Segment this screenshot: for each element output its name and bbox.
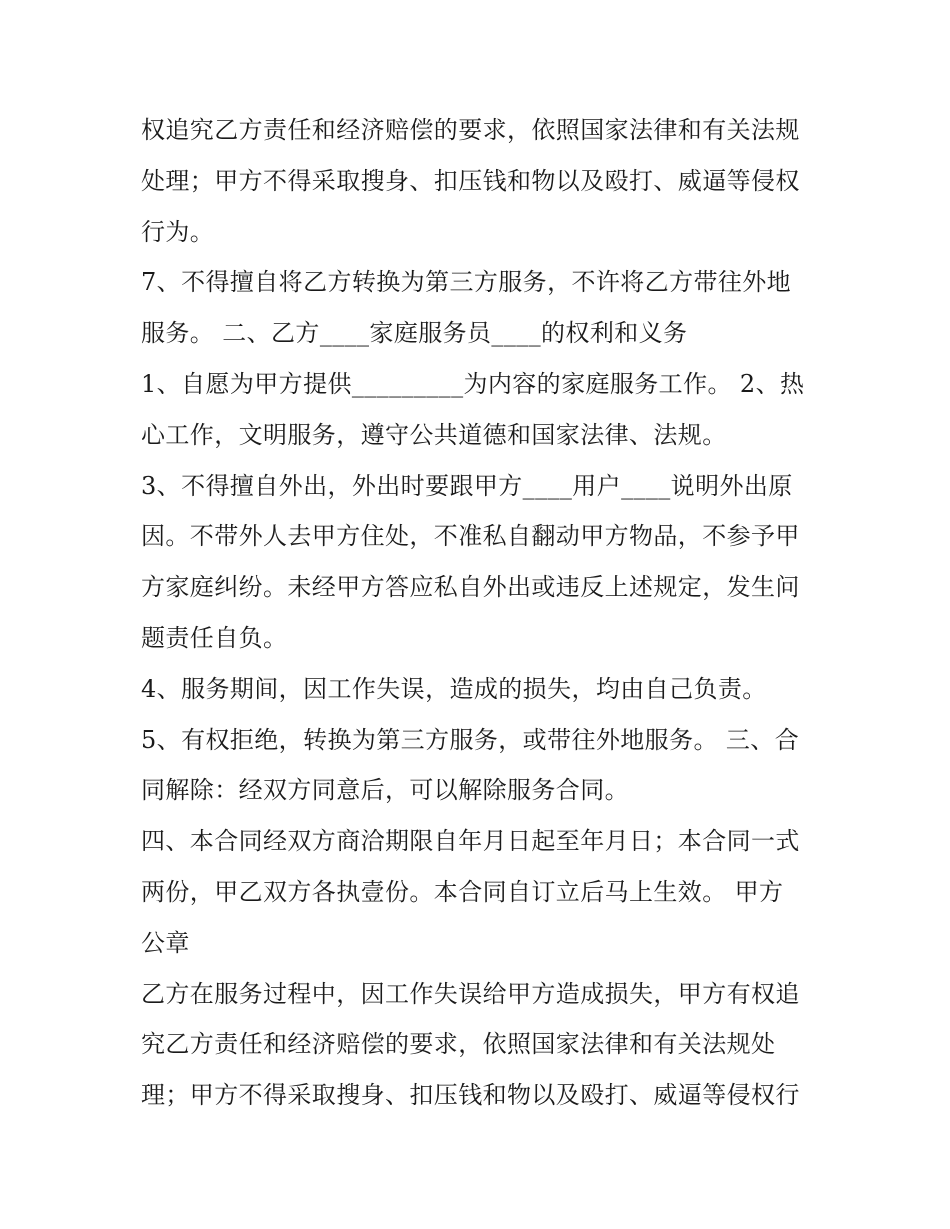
- text-line: 处理；甲方不得采取搜身、扣压钱和物以及殴打、威逼等侵权: [141, 166, 800, 195]
- text-line: 四、本合同经双方商洽期限自年月日起至年月日；本合同一式: [141, 827, 800, 856]
- text-line: 5、有权拒绝，转换为第三方服务，或带往外地服务。 三、合: [141, 725, 800, 754]
- text-line: 理；甲方不得采取搜身、扣压钱和物以及殴打、威逼等侵权行: [141, 1081, 800, 1110]
- text-line: 权追究乙方责任和经济赔偿的要求，依照国家法律和有关法规: [141, 116, 800, 144]
- text-line: 3、不得擅自外出，外出时要跟甲方____用户____说明外出原: [141, 471, 793, 500]
- text-line: 究乙方责任和经济赔偿的要求，依照国家法律和有关法规处: [141, 1030, 776, 1059]
- document-body: [141, 105, 821, 1121]
- text-line: 行为。: [141, 217, 215, 246]
- text-line: 方家庭纠纷。未经甲方答应私自外出或违反上述规定，发生问: [141, 573, 800, 602]
- text-line: 1、自愿为甲方提供_________为内容的家庭服务工作。 2、热: [141, 369, 805, 398]
- text-line: 同解除：经双方同意后，可以解除服务合同。: [141, 776, 629, 805]
- text-line: 两份，甲乙双方各执壹份。本合同自订立后马上生效。 甲方: [141, 877, 784, 906]
- text-line: 服务。 二、乙方____家庭服务员____的权利和义务: [141, 319, 688, 348]
- text-line: 因。不带外人去甲方住处，不准私自翻动甲方物品，不参予甲: [141, 522, 800, 551]
- text-line: 心工作，文明服务，遵守公共道德和国家法律、法规。: [141, 420, 727, 449]
- text-line: 4、服务期间，因工作失误，造成的损失，均由自己负责。: [141, 674, 767, 703]
- text-line: 题责任自负。: [141, 623, 288, 652]
- text-line: 7、不得擅自将乙方转换为第三方服务，不许将乙方带往外地: [141, 268, 792, 297]
- text-line: 公章: [141, 928, 190, 957]
- text-line: 乙方在服务过程中，因工作失误给甲方造成损失，甲方有权追: [141, 979, 800, 1008]
